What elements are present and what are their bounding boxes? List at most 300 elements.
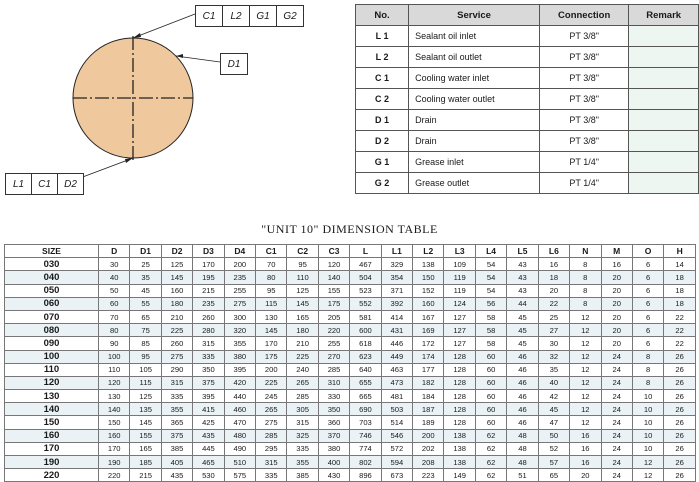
dimension-value-cell: 640 [350,363,381,376]
tag-d2: D2 [64,178,77,190]
dimension-value-cell: 46 [507,416,538,429]
dimension-value-cell: 400 [318,456,349,469]
dimension-value-cell: 170 [99,442,130,455]
header-remark: Remark [629,5,699,26]
dimension-size-cell: 060 [5,297,99,310]
dimension-value-cell: 138 [444,429,475,442]
dimension-value-cell: 665 [350,390,381,403]
connection-type-cell: PT 3/8" [540,26,629,47]
dimension-value-cell: 205 [318,310,349,323]
dimension-value-cell: 25 [538,310,569,323]
dimension-value-cell: 45 [507,310,538,323]
dimension-value-cell: 463 [381,363,412,376]
dimension-value-cell: 128 [444,390,475,403]
dimension-value-cell: 24 [601,456,632,469]
dimension-value-cell: 190 [99,456,130,469]
dimension-value-cell: 430 [318,469,349,482]
dimension-value-cell: 27 [538,324,569,337]
connection-table-body [356,26,699,194]
header-no: No. [356,5,409,26]
connection-no-cell: L 2 [356,47,409,68]
dimension-value-cell: 62 [475,469,506,482]
dimension-row [5,456,696,469]
dimension-value-cell: 165 [287,310,318,323]
dimension-value-cell: 473 [381,376,412,389]
connection-type-cell: PT 3/8" [540,47,629,68]
dimension-value-cell: 22 [664,310,696,323]
dimension-value-cell: 335 [193,350,224,363]
connection-no-cell: L 1 [356,26,409,47]
dimension-header-cell: C2 [287,245,318,258]
dimension-value-cell: 335 [161,390,192,403]
dimension-value-cell: 18 [664,271,696,284]
connection-row [356,152,699,173]
dimension-table-body [5,258,696,482]
dimension-value-cell: 380 [318,442,349,455]
dimension-value-cell: 16 [601,258,632,271]
dimension-value-cell: 385 [161,442,192,455]
dimension-value-cell: 155 [130,429,161,442]
dimension-value-cell: 160 [99,429,130,442]
dimension-value-cell: 60 [475,363,506,376]
dimension-value-cell: 24 [601,403,632,416]
dimension-value-cell: 30 [538,337,569,350]
dimension-value-cell: 174 [413,350,444,363]
dimension-value-cell: 514 [381,416,412,429]
dimension-row [5,337,696,350]
dimension-value-cell: 16 [570,456,601,469]
dimension-value-cell: 12 [632,469,663,482]
dimension-value-cell: 62 [475,442,506,455]
dimension-value-cell: 275 [256,416,287,429]
dimension-value-cell: 20 [601,310,632,323]
dimension-value-cell: 280 [193,324,224,337]
dimension-value-cell: 581 [350,310,381,323]
dimension-value-cell: 285 [287,390,318,403]
dimension-value-cell: 140 [318,271,349,284]
dimension-value-cell: 100 [99,350,130,363]
connection-no-cell: D 1 [356,110,409,131]
dimension-value-cell: 703 [350,416,381,429]
dimension-size-cell: 190 [5,456,99,469]
connection-type-cell: PT 1/4" [540,173,629,194]
dimension-value-cell: 125 [287,284,318,297]
connection-type-cell: PT 3/8" [540,131,629,152]
dimension-value-cell: 95 [287,258,318,271]
dimension-value-cell: 6 [632,337,663,350]
dimension-row [5,469,696,482]
dimension-value-cell: 395 [224,363,255,376]
dimension-value-cell: 138 [413,258,444,271]
dimension-value-cell: 594 [381,456,412,469]
dimension-value-cell: 128 [444,376,475,389]
dimension-value-cell: 572 [381,442,412,455]
dimension-value-cell: 44 [507,297,538,310]
dimension-value-cell: 57 [538,456,569,469]
connection-service-cell: Grease outlet [409,173,540,194]
dimension-value-cell: 30 [99,258,130,271]
dimension-value-cell: 600 [350,324,381,337]
dimension-value-cell: 35 [130,271,161,284]
dimension-value-cell: 52 [538,442,569,455]
dimension-value-cell: 54 [475,258,506,271]
dimension-size-cell: 160 [5,429,99,442]
dimension-value-cell: 435 [161,469,192,482]
dimension-value-cell: 46 [507,376,538,389]
dimension-value-cell: 6 [632,297,663,310]
dimension-value-cell: 54 [475,271,506,284]
dimension-value-cell: 26 [664,376,696,389]
dimension-value-cell: 350 [318,403,349,416]
dimension-row [5,376,696,389]
dimension-value-cell: 12 [570,403,601,416]
dimension-value-cell: 24 [601,442,632,455]
dimension-value-cell: 40 [99,271,130,284]
dimension-value-cell: 330 [318,390,349,403]
dimension-value-cell: 504 [350,271,381,284]
dimension-value-cell: 12 [570,310,601,323]
dimension-value-cell: 170 [193,258,224,271]
dimension-value-cell: 167 [413,310,444,323]
dimension-value-cell: 125 [161,258,192,271]
dimension-value-cell: 18 [664,284,696,297]
connection-type-cell: PT 3/8" [540,89,629,110]
connection-no-cell: G 2 [356,173,409,194]
dimension-value-cell: 449 [381,350,412,363]
dimension-value-cell: 128 [444,350,475,363]
dimension-value-cell: 335 [256,469,287,482]
dimension-value-cell: 145 [161,271,192,284]
dimension-value-cell: 270 [318,350,349,363]
dimension-value-cell: 315 [193,337,224,350]
dimension-value-cell: 10 [632,390,663,403]
dimension-header-cell: L [350,245,381,258]
dimension-value-cell: 110 [99,363,130,376]
dimension-value-cell: 124 [444,297,475,310]
dimension-value-cell: 119 [444,284,475,297]
dimension-header-cell: D4 [224,245,255,258]
dimension-value-cell: 18 [664,297,696,310]
dimension-value-cell: 350 [193,363,224,376]
dimension-value-cell: 150 [99,416,130,429]
dimension-value-cell: 655 [350,376,381,389]
dimension-value-cell: 202 [413,442,444,455]
tag-l1: L1 [6,174,32,194]
dimension-value-cell: 20 [601,324,632,337]
dimension-value-cell: 62 [475,456,506,469]
dimension-value-cell: 45 [507,324,538,337]
dimension-value-cell: 14 [664,258,696,271]
dimension-value-cell: 10 [632,442,663,455]
dimension-value-cell: 60 [475,390,506,403]
dimension-value-cell: 24 [601,469,632,482]
dimension-row [5,429,696,442]
dimension-value-cell: 510 [224,456,255,469]
dimension-value-cell: 414 [381,310,412,323]
dimension-row [5,310,696,323]
dimension-row [5,271,696,284]
dimension-header-cell: D2 [161,245,192,258]
dimension-value-cell: 160 [161,284,192,297]
dimension-value-cell: 26 [664,363,696,376]
bottom-leader-line [80,158,133,178]
tag-g1: G1 [250,6,277,26]
dimension-value-cell: 127 [444,337,475,350]
dimension-value-cell: 546 [381,429,412,442]
tag-g2: G2 [283,10,297,22]
dimension-value-cell: 12 [570,350,601,363]
dimension-value-cell: 20 [601,284,632,297]
dimension-row [5,350,696,363]
flange-diagram [0,0,345,200]
dimension-value-cell: 10 [632,403,663,416]
dimension-value-cell: 8 [632,350,663,363]
dimension-value-cell: 105 [130,363,161,376]
dimension-value-cell: 20 [601,337,632,350]
dimension-header-cell: L5 [507,245,538,258]
dimension-value-cell: 40 [538,376,569,389]
dimension-value-cell: 12 [632,456,663,469]
connection-remark-cell [629,68,699,89]
dimension-value-cell: 355 [287,456,318,469]
dimension-value-cell: 172 [413,337,444,350]
dimension-value-cell: 70 [99,310,130,323]
connection-table [355,4,699,194]
dimension-value-cell: 215 [130,469,161,482]
dimension-value-cell: 200 [413,429,444,442]
connection-remark-cell [629,110,699,131]
connection-service-cell: Cooling water inlet [409,68,540,89]
flange-drawing [0,0,345,200]
dimension-value-cell: 115 [130,376,161,389]
dimension-value-cell: 225 [287,350,318,363]
connection-remark-cell [629,26,699,47]
dimension-header-cell: C1 [256,245,287,258]
connection-row [356,26,699,47]
dimension-size-cell: 030 [5,258,99,271]
dimension-size-cell: 040 [5,271,99,284]
dimension-value-cell: 415 [193,403,224,416]
dimension-value-cell: 145 [256,324,287,337]
dimension-value-cell: 46 [507,403,538,416]
dimension-size-cell: 120 [5,376,99,389]
connection-remark-cell [629,89,699,110]
connection-service-cell: Sealant oil inlet [409,26,540,47]
dimension-value-cell: 465 [193,456,224,469]
dimension-value-cell: 300 [224,310,255,323]
connection-no-cell: G 1 [356,152,409,173]
dimension-row [5,416,696,429]
dimension-value-cell: 315 [256,456,287,469]
dimension-row [5,297,696,310]
dimension-value-cell: 149 [444,469,475,482]
dimension-value-cell: 329 [381,258,412,271]
dimension-value-cell: 138 [444,456,475,469]
dimension-value-cell: 58 [475,324,506,337]
dimension-value-cell: 6 [632,258,663,271]
dimension-value-cell: 355 [161,403,192,416]
dimension-value-cell: 235 [224,271,255,284]
dimension-value-cell: 200 [224,258,255,271]
dimension-value-cell: 43 [507,284,538,297]
dimension-value-cell: 160 [413,297,444,310]
dimension-value-cell: 575 [224,469,255,482]
dimension-value-cell: 70 [256,258,287,271]
dimension-value-cell: 24 [601,376,632,389]
dimension-value-cell: 690 [350,403,381,416]
dimension-value-cell: 8 [570,258,601,271]
dimension-value-cell: 48 [507,442,538,455]
dimension-value-cell: 8 [632,363,663,376]
dimension-header-cell: M [601,245,632,258]
dimension-value-cell: 16 [538,258,569,271]
dimension-value-cell: 180 [287,324,318,337]
dimension-value-cell: 128 [444,416,475,429]
dimension-value-cell: 60 [475,403,506,416]
dimension-value-cell: 170 [256,337,287,350]
dimension-value-cell: 22 [664,337,696,350]
dimension-value-cell: 155 [318,284,349,297]
dimension-value-cell: 354 [381,271,412,284]
dimension-row [5,363,696,376]
dimension-value-cell: 802 [350,456,381,469]
dimension-size-cell: 170 [5,442,99,455]
dimension-value-cell: 62 [475,429,506,442]
dimension-value-cell: 60 [475,416,506,429]
dimension-value-cell: 45 [538,403,569,416]
dimension-value-cell: 20 [570,469,601,482]
top-port-tags [195,5,304,27]
dimension-value-cell: 175 [256,350,287,363]
dimension-value-cell: 265 [287,376,318,389]
dimension-value-cell: 215 [193,284,224,297]
dimension-value-cell: 22 [664,324,696,337]
dimension-value-cell: 26 [664,390,696,403]
dimension-value-cell: 50 [99,284,130,297]
dimension-value-cell: 385 [287,469,318,482]
dimension-value-cell: 10 [632,429,663,442]
dimension-value-cell: 395 [193,390,224,403]
dimension-value-cell: 56 [475,297,506,310]
header-service: Service [409,5,540,26]
dimension-size-cell: 220 [5,469,99,482]
dimension-value-cell: 552 [350,297,381,310]
dimension-value-cell: 446 [381,337,412,350]
dimension-value-cell: 80 [256,271,287,284]
dimension-value-cell: 51 [507,469,538,482]
connection-row [356,173,699,194]
dimension-value-cell: 24 [601,390,632,403]
connection-no-cell: C 1 [356,68,409,89]
dimension-value-cell: 774 [350,442,381,455]
dimension-value-cell: 152 [413,284,444,297]
dimension-value-cell: 55 [130,297,161,310]
dimension-value-cell: 618 [350,337,381,350]
dimension-value-cell: 90 [99,337,130,350]
connection-remark-cell [629,152,699,173]
dimension-size-cell: 110 [5,363,99,376]
dimension-value-cell: 24 [601,363,632,376]
dimension-value-cell: 255 [318,337,349,350]
dimension-value-cell: 370 [318,429,349,442]
connection-service-cell: Drain [409,131,540,152]
dimension-value-cell: 265 [256,403,287,416]
dimension-value-cell: 285 [318,363,349,376]
dimension-value-cell: 371 [381,284,412,297]
dimension-value-cell: 225 [161,324,192,337]
dimension-value-cell: 490 [224,442,255,455]
dimension-value-cell: 285 [256,429,287,442]
dimension-value-cell: 120 [99,376,130,389]
connection-row [356,68,699,89]
dimension-value-cell: 184 [413,390,444,403]
dimension-value-cell: 60 [99,297,130,310]
connection-row [356,89,699,110]
connection-service-cell: Grease inlet [409,152,540,173]
dimension-value-cell: 22 [538,297,569,310]
dimension-value-cell: 375 [193,376,224,389]
dimension-value-cell: 26 [664,429,696,442]
dimension-value-cell: 26 [664,442,696,455]
dimension-value-cell: 26 [664,469,696,482]
dimension-value-cell: 200 [256,363,287,376]
dimension-value-cell: 375 [161,429,192,442]
dimension-value-cell: 26 [664,403,696,416]
connection-service-cell: Drain [409,110,540,131]
connection-remark-cell [629,47,699,68]
dimension-value-cell: 431 [381,324,412,337]
dimension-value-cell: 46 [507,350,538,363]
dimension-value-cell: 120 [318,258,349,271]
dimension-value-cell: 45 [507,337,538,350]
dimension-header-cell: H [664,245,696,258]
dimension-value-cell: 195 [193,271,224,284]
dimension-value-cell: 305 [287,403,318,416]
dimension-header-cell: L2 [413,245,444,258]
dimension-value-cell: 335 [287,442,318,455]
dimension-size-cell: 150 [5,416,99,429]
dimension-value-cell: 290 [161,363,192,376]
dimension-header-cell: SIZE [5,245,99,258]
dimension-value-cell: 220 [99,469,130,482]
dimension-value-cell: 8 [570,271,601,284]
connection-type-cell: PT 3/8" [540,68,629,89]
dimension-size-cell: 100 [5,350,99,363]
connection-row [356,131,699,152]
dimension-value-cell: 12 [570,363,601,376]
dimension-value-cell: 115 [256,297,287,310]
tag-d1: D1 [227,58,241,70]
dimension-value-cell: 60 [475,350,506,363]
dimension-value-cell: 85 [130,337,161,350]
dimension-value-cell: 460 [224,403,255,416]
dimension-value-cell: 503 [381,403,412,416]
dimension-size-cell: 070 [5,310,99,323]
dimension-value-cell: 623 [350,350,381,363]
dimension-value-cell: 365 [161,416,192,429]
dimension-value-cell: 240 [287,363,318,376]
dimension-value-cell: 315 [287,416,318,429]
dimension-value-cell: 24 [601,429,632,442]
dimension-value-cell: 26 [664,416,696,429]
dimension-value-cell: 10 [632,416,663,429]
dimension-table-title: "UNIT 10" DIMENSION TABLE [261,222,438,236]
dimension-value-cell: 128 [444,363,475,376]
dimension-size-cell: 090 [5,337,99,350]
dimension-value-cell: 145 [287,297,318,310]
dimension-header-row [5,245,696,258]
dimension-value-cell: 130 [99,390,130,403]
